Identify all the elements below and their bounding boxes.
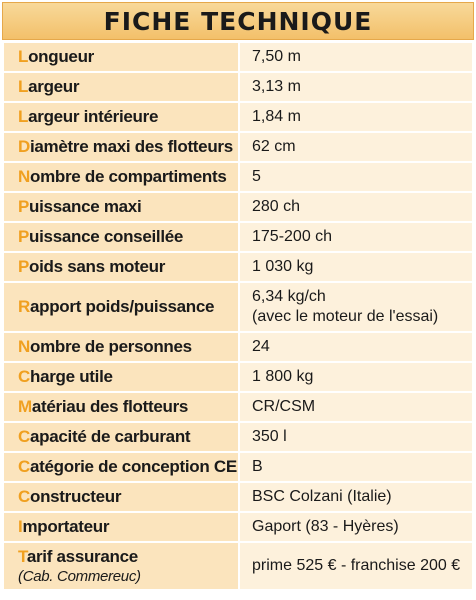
row-value: (avec le moteur de l'essai)	[252, 308, 439, 325]
row-label-cell	[4, 223, 240, 251]
row-value-cell	[240, 253, 472, 281]
row-label: Longueur	[18, 47, 94, 66]
row-value-cell	[240, 453, 472, 481]
row-label: Capacité de carburant	[18, 427, 191, 446]
table-row	[4, 423, 472, 453]
row-value: 7,50 m	[252, 48, 301, 65]
row-label: Rapport poids/puissance	[18, 297, 215, 316]
row-label: Diamètre maxi des flotteurs	[18, 137, 233, 156]
row-label: Largeur	[18, 77, 80, 96]
row-value-cell	[240, 43, 472, 71]
table-row	[4, 363, 472, 393]
row-value-cell	[240, 513, 472, 541]
row-label-cell	[4, 513, 240, 541]
row-value: prime 525 € - franchise 200 €	[252, 557, 461, 574]
page-title: FICHE TECHNIQUE	[103, 6, 373, 36]
row-value-cell	[240, 133, 472, 161]
row-value-cell	[240, 163, 472, 191]
title-bar	[2, 2, 474, 40]
row-value: 350 l	[252, 428, 287, 445]
row-label: Matériau des flotteurs	[18, 397, 189, 416]
row-label-cell	[4, 393, 240, 421]
row-sublabel: (Cab. Commereuc)	[18, 568, 141, 585]
row-label: Constructeur	[18, 487, 122, 506]
row-label-cell	[4, 483, 240, 511]
table-row	[4, 43, 472, 73]
table-row	[4, 453, 472, 483]
row-label: Importateur	[18, 517, 110, 536]
row-label-cell	[4, 423, 240, 451]
row-value: 3,13 m	[252, 78, 301, 95]
row-value: BSC Colzani (Italie)	[252, 488, 392, 505]
row-label-cell	[4, 43, 240, 71]
row-label-cell	[4, 333, 240, 361]
row-label-cell	[4, 133, 240, 161]
row-label: Poids sans moteur	[18, 257, 166, 276]
row-value-cell	[240, 363, 472, 391]
table-row	[4, 73, 472, 103]
spec-table	[4, 43, 472, 591]
row-label-cell	[4, 543, 240, 589]
table-row	[4, 223, 472, 253]
row-value: 24	[252, 338, 270, 355]
row-value-cell	[240, 483, 472, 511]
row-label-cell	[4, 163, 240, 191]
row-value: 5	[252, 168, 261, 185]
row-value: 6,34 kg/ch	[252, 288, 326, 305]
row-label: Puissance maxi	[18, 197, 142, 216]
table-row	[4, 483, 472, 513]
table-row	[4, 133, 472, 163]
row-value: 1 030 kg	[252, 258, 314, 275]
table-row	[4, 393, 472, 423]
row-label: Nombre de compartiments	[18, 167, 227, 186]
table-row	[4, 163, 472, 193]
row-label-cell	[4, 103, 240, 131]
row-value: 1,84 m	[252, 108, 301, 125]
row-label: Puissance conseillée	[18, 227, 184, 246]
row-value: 1 800 kg	[252, 368, 314, 385]
row-value-cell	[240, 73, 472, 101]
row-label: Catégorie de conception CE	[18, 457, 237, 476]
table-row	[4, 253, 472, 283]
row-value-cell	[240, 423, 472, 451]
table-row	[4, 283, 472, 333]
row-label: Nombre de personnes	[18, 337, 192, 356]
row-value-cell	[240, 543, 472, 589]
row-value-cell	[240, 193, 472, 221]
row-value: 280 ch	[252, 198, 301, 215]
table-row	[4, 103, 472, 133]
row-value: CR/CSM	[252, 398, 316, 415]
row-value: 62 cm	[252, 138, 296, 155]
row-label-cell	[4, 73, 240, 101]
row-label-cell	[4, 253, 240, 281]
table-row	[4, 543, 472, 591]
row-value-cell	[240, 393, 472, 421]
row-label-cell	[4, 283, 240, 331]
row-label-cell	[4, 193, 240, 221]
row-value-cell	[240, 223, 472, 251]
row-label: Tarif assurance	[18, 547, 138, 566]
row-value: B	[252, 458, 263, 475]
row-value-cell	[240, 103, 472, 131]
row-value: 175-200 ch	[252, 228, 333, 245]
table-row	[4, 193, 472, 223]
row-value-cell	[240, 283, 472, 331]
row-label-cell	[4, 453, 240, 481]
table-row	[4, 513, 472, 543]
row-value: Gaport (83 - Hyères)	[252, 518, 399, 535]
table-row	[4, 333, 472, 363]
row-label: Largeur intérieure	[18, 107, 159, 126]
row-value-cell	[240, 333, 472, 361]
row-label: Charge utile	[18, 367, 113, 386]
row-label-cell	[4, 363, 240, 391]
